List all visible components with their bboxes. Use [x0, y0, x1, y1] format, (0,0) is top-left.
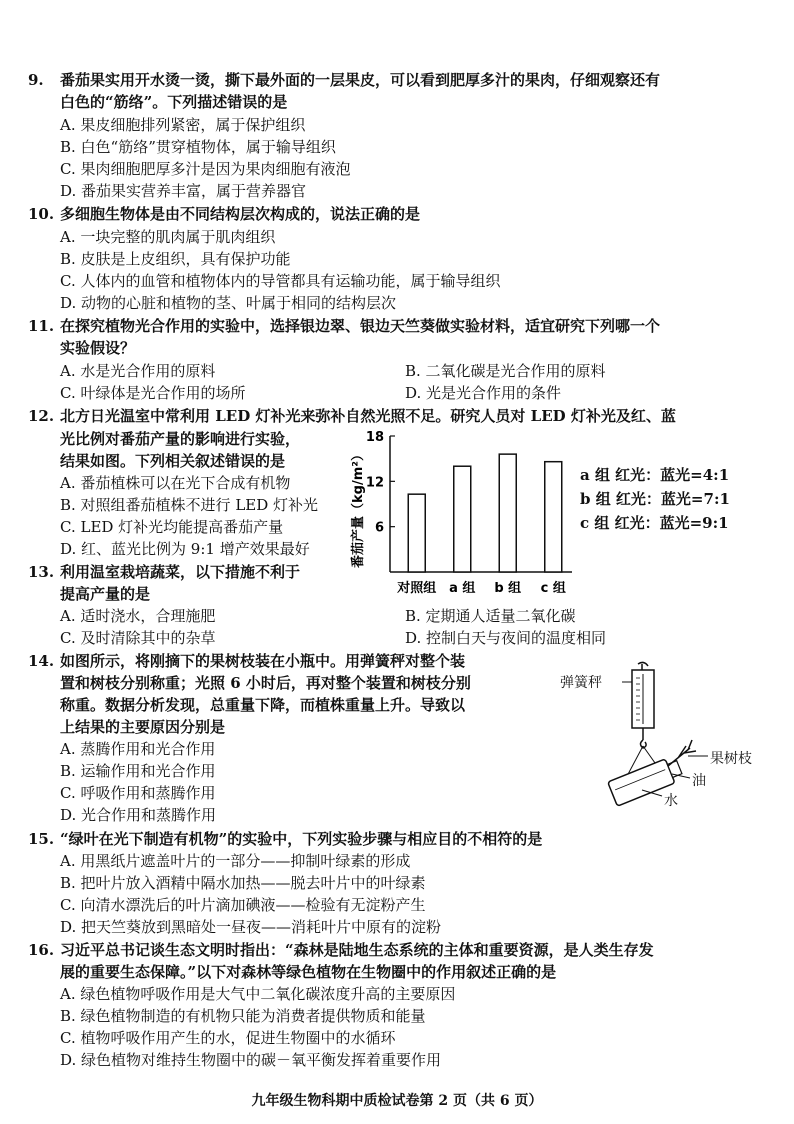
y-tick-label: 18	[365, 430, 384, 445]
fruit-branch	[668, 740, 696, 766]
category-label-3: c 组	[540, 581, 566, 596]
q16-option-a: A. 绿色植物呼吸作用是大气中二氧化碳浓度升高的主要原因	[60, 985, 456, 1003]
y-tick-label: 6	[374, 520, 384, 536]
bar-2	[499, 454, 516, 572]
q13-stem-2: 提高产量的是	[60, 585, 151, 603]
q13-stem-1: 利用温室栽培蔬菜，以下措施不利于	[60, 563, 301, 581]
q11-option-c: C. 叶绿体是光合作用的场所	[60, 384, 246, 402]
bar-1	[454, 466, 471, 572]
chart-bars	[408, 454, 562, 572]
q12-option-c: C. LED 灯补光均能提高番茄产量	[60, 518, 284, 536]
q15-number: 15.	[28, 830, 55, 848]
q15-option-c: C. 向清水漂洗后的叶片滴加碘液——检验有无淀粉产生	[60, 896, 426, 914]
q14-stem-2: 置和树枝分别称重；光照 6 小时后，再对整个装置和树枝分别	[60, 674, 471, 692]
category-label-1: a 组	[449, 581, 476, 596]
q11-stem-1: 在探究植物光合作用的实验中，选择银边翠、银边天竺葵做实验材料，适宜研究下列哪一个	[60, 317, 661, 335]
q14-option-c: C. 呼吸作用和蒸腾作用	[60, 784, 216, 802]
q9-number: 9.	[28, 71, 44, 89]
q16-stem-1: 习近平总书记谈生态文明时指出：“森林是陆地生态系统的主体和重要资源，是人类生存发	[60, 941, 654, 959]
y-tick-label: 12	[365, 475, 384, 491]
page-footer: 九年级生物科期中质检试卷第 2 页（共 6 页）	[251, 1093, 543, 1109]
q12-stem-2: 光比例对番茄产量的影响进行实验，	[60, 430, 301, 448]
category-label-2: b 组	[494, 581, 522, 596]
yield-bar-chart	[340, 428, 580, 600]
q11-option-b: B. 二氧化碳是光合作用的原料	[405, 362, 606, 380]
q10-number: 10.	[28, 205, 55, 223]
legend-a: a 组 红光：蓝光=4:1	[580, 466, 730, 484]
q10-option-d: D. 动物的心脏和植物的茎、叶属于相同的结构层次	[60, 294, 397, 312]
q9-stem-1: 番茄果实用开水烫一烫，撕下最外面的一层果皮，可以看到肥厚多汁的果肉，仔细观察还有	[60, 71, 661, 89]
q14-stem-1: 如图所示，将刚摘下的果树枝装在小瓶中。用弹簧秤对整个装	[60, 652, 466, 670]
q14-option-a: A. 蒸腾作用和光合作用	[60, 740, 216, 758]
water-label: 水	[664, 793, 678, 809]
q12-number: 12.	[28, 407, 55, 425]
spring-scale-label: 弹簧秤	[560, 675, 602, 691]
q10-option-b: B. 皮肤是上皮组织，具有保护功能	[60, 250, 291, 268]
q10-stem-1: 多细胞生物体是由不同结构层次构成的，说法正确的是	[60, 205, 421, 223]
q13-number: 13.	[28, 563, 55, 581]
q12-stem-1: 北方日光温室中常利用 LED 灯补光来弥补自然光照不足。研究人员对 LED 灯补光及红、蓝	[60, 407, 676, 425]
q11-stem-2: 实验假设？	[60, 339, 136, 357]
q12-stem-3: 结果如图。下列相关叙述错误的是	[60, 452, 286, 470]
q12-option-d: D. 红、蓝光比例为 9:1 增产效果最好	[60, 540, 310, 558]
q10-option-a: A. 一块完整的肌肉属于肌肉组织	[60, 228, 276, 246]
q12-option-b: B. 对照组番茄植株不进行 LED 灯补光	[60, 496, 319, 514]
q15-option-b: B. 把叶片放入酒精中隔水加热——脱去叶片中的叶绿素	[60, 874, 426, 892]
q15-option-d: D. 把天竺葵放到黑暗处一昼夜——消耗叶片中原有的淀粉	[60, 918, 442, 936]
bar-3	[545, 462, 562, 572]
q16-number: 16.	[28, 941, 55, 959]
oil-label: 油	[692, 773, 706, 789]
q10-option-c: C. 人体内的血管和植物体内的导管都具有运输功能，属于输导组织	[60, 272, 501, 290]
q13-option-d: D. 控制白天与夜间的温度相同	[405, 629, 607, 647]
q9-option-b: B. 白色“筋络”贯穿植物体，属于输导组织	[60, 138, 336, 156]
q14-stem-4: 上结果的主要原因分别是	[60, 718, 226, 736]
q9-option-d: D. 番茄果实营养丰富，属于营养器官	[60, 182, 307, 200]
q14-stem-3: 称重。数据分析发现，总重量下降，而植株重量上升。导致以	[60, 696, 466, 714]
q13-option-b: B. 定期通人适量二氧化碳	[405, 607, 576, 625]
category-label-0: 对照组	[397, 581, 437, 596]
q9-option-a: A. 果皮细胞排列紧密，属于保护组织	[60, 116, 306, 134]
q9-option-c: C. 果肉细胞肥厚多汁是因为果肉细胞有液泡	[60, 160, 351, 178]
chart-categories	[396, 580, 566, 596]
q16-option-c: C. 植物呼吸作用产生的水，促进生物圈中的水循环	[60, 1029, 396, 1047]
q11-option-a: A. 水是光合作用的原料	[60, 362, 216, 380]
q12-option-a: A. 番茄植株可以在光下合成有机物	[60, 474, 291, 492]
legend-c: c 组 红光：蓝光=9:1	[580, 514, 729, 532]
q11-number: 11.	[28, 317, 55, 335]
bar-0	[408, 494, 425, 572]
q13-option-a: A. 适时浇水，合理施肥	[60, 607, 216, 625]
q11-option-d: D. 光是光合作用的条件	[405, 384, 562, 402]
q13-option-c: C. 及时清除其中的杂草	[60, 629, 216, 647]
q16-stem-2: 展的重要生态保障。”以下对森林等绿色植物在生物圈中的作用叙述正确的是	[60, 963, 557, 981]
q16-option-d: D. 绿色植物对维持生物圈中的碳－氧平衡发挥着重要作用	[60, 1051, 442, 1069]
chart-y-axis-label: 番茄产量（kg/m²）	[351, 448, 366, 568]
q15-stem-1: “绿叶在光下制造有机物”的实验中，下列实验步骤与相应目的不相符的是	[60, 830, 543, 848]
q14-option-d: D. 光合作用和蒸腾作用	[60, 806, 217, 824]
q16-option-b: B. 绿色植物制造的有机物只能为消费者提供物质和能量	[60, 1007, 426, 1025]
legend-b: b 组 红光：蓝光=7:1	[580, 490, 730, 508]
q14-option-b: B. 运输作用和光合作用	[60, 762, 216, 780]
q14-number: 14.	[28, 652, 55, 670]
q15-option-a: A. 用黑纸片遮盖叶片的一部分——抑制叶绿素的形成	[60, 852, 411, 870]
q9-stem-2: 白色的“筋络”。下列描述错误的是	[60, 93, 288, 111]
yield-bar-chart-svg	[340, 428, 580, 600]
branch-label: 果树枝	[710, 751, 752, 767]
